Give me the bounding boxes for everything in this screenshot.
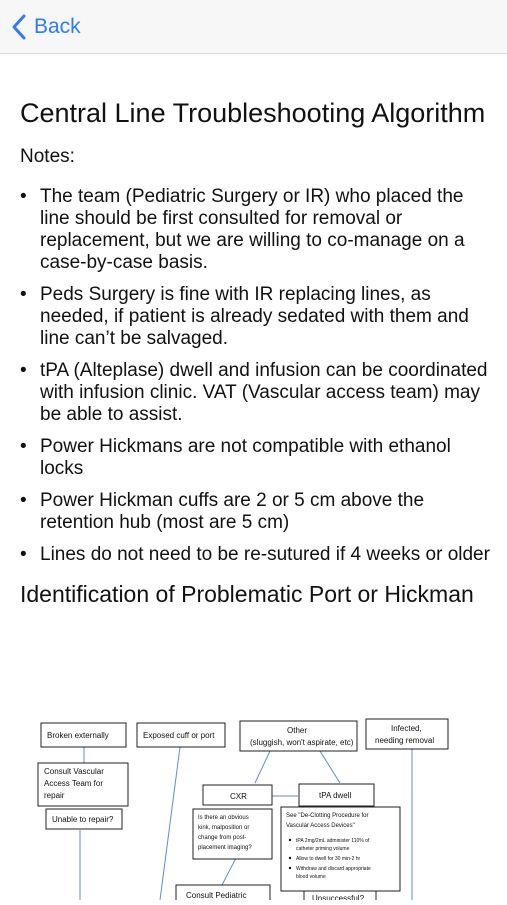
broken-label: Broken externally [47, 731, 109, 740]
other-label: Other [287, 726, 308, 735]
flowchart-image [0, 705, 507, 900]
connector [255, 751, 270, 783]
declot-bullet3: Withdraw and discard appropriate [296, 866, 371, 872]
back-label: Back [34, 15, 81, 38]
back-button[interactable] [10, 11, 81, 43]
connector [160, 747, 180, 900]
flowchart [0, 705, 507, 900]
consult-vat-line1: Consult Vascular [44, 767, 104, 776]
infected-detail: needing removal [375, 736, 435, 745]
exposed-label: Exposed cuff or port [143, 731, 215, 740]
consult-vat-line3: repair [44, 791, 65, 800]
chevron-left-icon [10, 13, 28, 41]
declot-bullet3b: blood volume [296, 874, 326, 880]
tpa-label: tPA dwell [319, 791, 352, 800]
section-title: Identification of Problematic Port or Hickman [20, 581, 474, 607]
kink-line2: kink, malposition or [198, 825, 250, 831]
page-title: Central Line Troubleshooting Algorithm [20, 98, 486, 128]
infected-label: Infected, [391, 724, 422, 733]
declot-bullet1: tPA 2mg/2mL administer 110% of [296, 838, 370, 844]
list-item: • The team (Pediatric Surgery or IR) who placed the line should be first consulted for removal or replacement, but we are willing to co-manage on a case-by-case basis. [20, 186, 490, 274]
list-item: • Power Hickmans are not compatible with ethanol locks [20, 436, 490, 480]
declot-bullet1b: catheter priming volume [296, 846, 350, 852]
consult-peds-label: Consult Pediatric [186, 891, 247, 900]
list-item: • Lines do not need to be re-sutured if 4 weeks or older [20, 544, 490, 566]
bullet [289, 867, 291, 869]
bullet [289, 839, 291, 841]
list-item: • tPA (Alteplase) dwell and infusion can be coordinated with infusion clinic. VAT (Vascular access team) may be able to assist. [20, 360, 490, 426]
unable-label: Unable to repair? [52, 815, 114, 824]
list-item: • Peds Surgery is fine with IR replacing lines, as needed, if patient is already sedated with them and line can’t be salvaged. [20, 284, 490, 350]
list-item: • Power Hickman cuffs are 2 or 5 cm above the retention hub (most are 5 cm) [20, 490, 490, 534]
unsuccessful-label: Unsuccessful? [312, 894, 365, 900]
kink-line4: placement imaging? [198, 845, 252, 851]
other-detail: (sluggish, won't aspirate, etc) [250, 738, 354, 747]
kink-line1: Is there an obvious [198, 815, 249, 821]
declot-bullet2: Allow to dwell for 30 min-2 hr [296, 856, 361, 862]
bullet [289, 857, 291, 859]
article-content [20, 95, 490, 609]
notes-list [20, 186, 490, 566]
cxr-label: CXR [230, 792, 247, 801]
declot-line2: Vascular Access Devices" [286, 823, 355, 829]
navigation-bar [0, 0, 507, 54]
connector [320, 751, 340, 783]
declot-line1: See "De-Clotting Procedure for [286, 813, 369, 819]
kink-line3: change from post- [198, 835, 247, 841]
connector [222, 858, 236, 885]
consult-vat-line2: Access Team for [44, 779, 103, 788]
notes-label: Notes: [20, 146, 75, 167]
